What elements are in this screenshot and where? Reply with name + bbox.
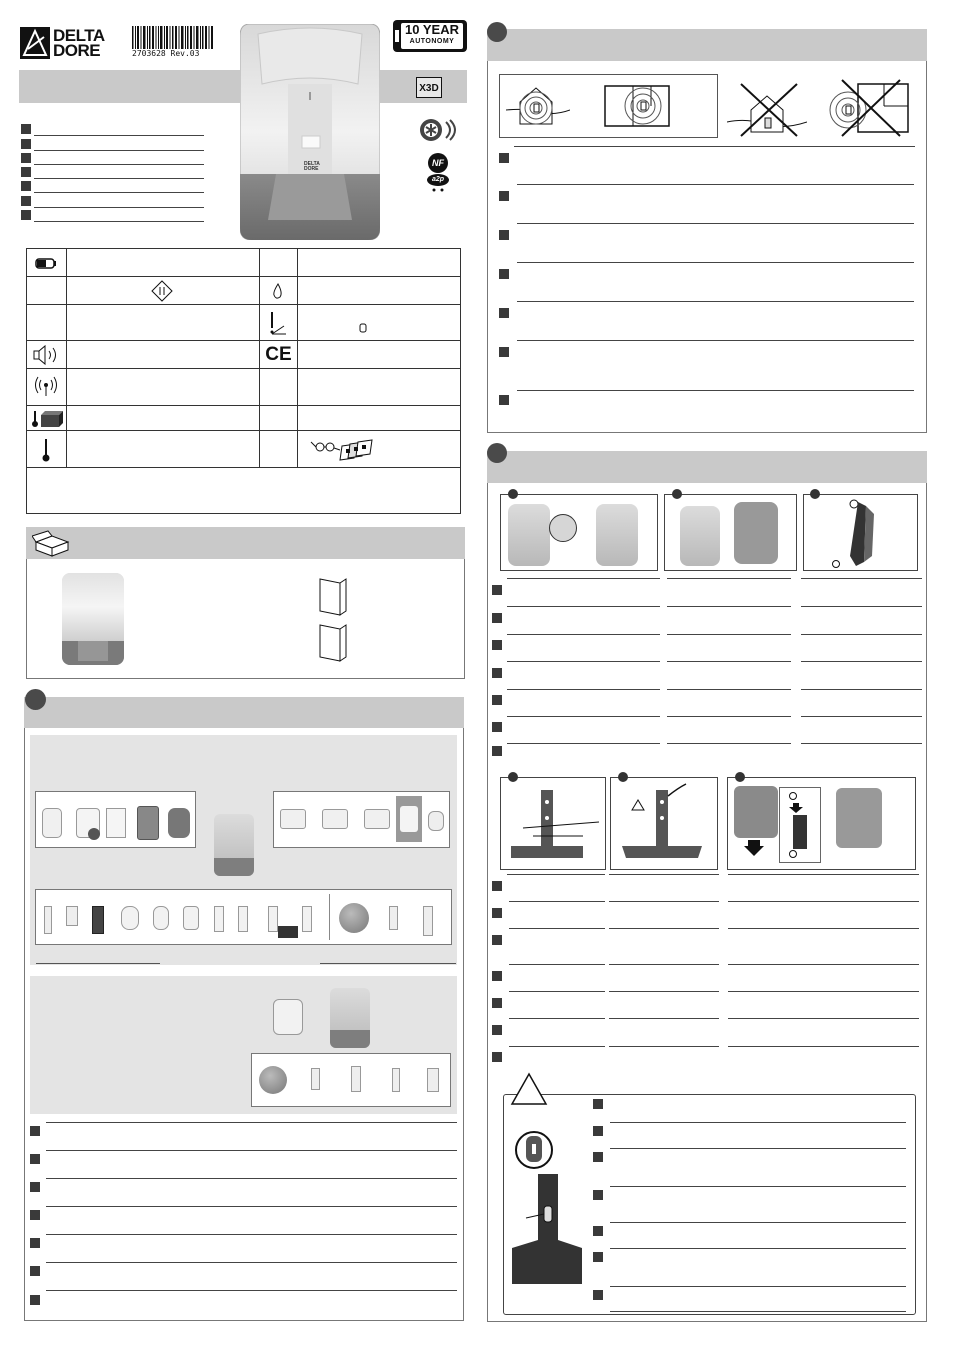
autonomy-years: 10 YEAR bbox=[405, 22, 459, 37]
manual-document-icon bbox=[318, 577, 348, 617]
spec-value-cell bbox=[67, 305, 260, 341]
plan-placement-ok-icon bbox=[603, 82, 673, 132]
diamond-icon bbox=[67, 278, 259, 304]
brand-line2: DORE bbox=[53, 41, 101, 60]
indoor-siren-icon bbox=[428, 811, 444, 831]
motion-detector-icon bbox=[183, 906, 199, 930]
battery-pack-icon bbox=[785, 791, 815, 859]
spec-value-cell bbox=[298, 431, 461, 468]
section-2-header bbox=[487, 29, 927, 61]
motion-detector-icon bbox=[153, 906, 169, 930]
certification-icon bbox=[418, 117, 460, 143]
spec-icon-cell bbox=[260, 369, 298, 406]
thin-detector-icon bbox=[389, 906, 398, 930]
zoom-circle bbox=[549, 514, 577, 542]
spec-icon-cell bbox=[260, 341, 298, 369]
radio-waves-icon bbox=[27, 370, 66, 405]
siren-inside-mounted-view bbox=[836, 788, 882, 848]
step-2-circle bbox=[487, 22, 507, 42]
step-3-circle bbox=[487, 443, 507, 463]
spec-value-cell bbox=[298, 369, 461, 406]
spec-icon-cell bbox=[27, 406, 67, 431]
manual-document-icon bbox=[318, 623, 348, 663]
spec-value-cell bbox=[298, 341, 461, 369]
wall-plate-screw-icon bbox=[614, 782, 714, 868]
spec-icon-cell bbox=[260, 277, 298, 305]
brand-line1: DELTA bbox=[53, 26, 105, 45]
box-contents-header bbox=[26, 527, 465, 559]
siren-center-icon bbox=[330, 988, 370, 1048]
thin-detector-icon bbox=[427, 1068, 439, 1092]
delta-dore-logo bbox=[20, 26, 105, 60]
spec-notes-cell bbox=[27, 468, 461, 514]
small-device-icon bbox=[298, 306, 458, 340]
round-detector-icon bbox=[259, 1066, 287, 1094]
spec-value-cell bbox=[67, 249, 260, 277]
spec-icon-cell bbox=[260, 249, 298, 277]
battery-icon bbox=[27, 250, 66, 276]
spec-icon-cell bbox=[260, 431, 298, 468]
x3d-text: X3D bbox=[419, 83, 439, 94]
opening-detector-icon bbox=[66, 906, 78, 926]
vibration-detector-icon bbox=[214, 906, 224, 932]
barcode bbox=[132, 26, 214, 60]
a2p-text: a2p bbox=[431, 176, 445, 183]
sub-step-marker bbox=[672, 489, 682, 499]
ten-year-autonomy-badge bbox=[393, 20, 467, 52]
barcode-number: 2703628 Rev.03 bbox=[132, 49, 200, 58]
spec-value-cell bbox=[67, 406, 260, 431]
x3d-badge bbox=[416, 77, 442, 98]
spec-value-cell bbox=[67, 277, 260, 305]
glasses-documents-icon bbox=[298, 432, 418, 467]
thin-detector-icon bbox=[392, 1068, 400, 1092]
speaker-icon bbox=[27, 342, 66, 368]
autonomy-label: AUTONOMY bbox=[409, 38, 455, 45]
spec-value-cell bbox=[298, 277, 461, 305]
spec-value-cell bbox=[67, 369, 260, 406]
remote-control-icon bbox=[273, 999, 303, 1035]
camera-detector-icon bbox=[92, 906, 104, 934]
tamper-icon bbox=[260, 306, 297, 340]
section-1-header bbox=[24, 697, 464, 728]
ce-mark-icon: CE bbox=[265, 343, 292, 365]
siren-device-image bbox=[240, 24, 380, 240]
house-placement-ok-icon bbox=[506, 80, 570, 132]
badge-reader-icon bbox=[168, 808, 190, 838]
central-unit-icon bbox=[280, 809, 306, 829]
siren-back-view bbox=[508, 504, 550, 566]
wall-plate-tamper-icon bbox=[508, 1122, 588, 1292]
sub-step-marker bbox=[735, 772, 745, 782]
sub-step-marker bbox=[508, 772, 518, 782]
step-1-circle bbox=[25, 689, 46, 710]
spec-icon-cell bbox=[27, 341, 67, 369]
house-placement-wrong-icon bbox=[727, 78, 807, 138]
motion-detector-icon bbox=[121, 906, 139, 930]
central-unit-icon bbox=[364, 809, 390, 829]
barcode-bars bbox=[132, 26, 214, 49]
technical-detector-icon bbox=[268, 906, 278, 932]
touch-keypad-icon bbox=[137, 806, 159, 840]
specification-table bbox=[26, 248, 461, 514]
spec-icon-cell bbox=[27, 249, 67, 277]
opening-detector-icon bbox=[44, 906, 52, 934]
spec-icon-cell bbox=[260, 305, 298, 341]
nf-a2p-badge bbox=[424, 153, 452, 193]
spec-icon-cell bbox=[27, 369, 67, 406]
spec-value-cell bbox=[298, 249, 461, 277]
spec-icon-cell bbox=[27, 305, 67, 341]
plan-placement-wrong-icon bbox=[824, 76, 914, 138]
sub-step-marker bbox=[810, 489, 820, 499]
siren-center-icon bbox=[214, 814, 254, 876]
base-plate-side-icon bbox=[828, 496, 888, 568]
spec-value-cell bbox=[67, 341, 260, 369]
drop-icon bbox=[260, 278, 297, 304]
remote-control-icon bbox=[42, 808, 62, 838]
thin-detector-icon bbox=[351, 1066, 361, 1092]
thin-detector-icon bbox=[423, 906, 433, 936]
siren-inside-view bbox=[734, 786, 778, 838]
thermometer-icon bbox=[27, 432, 66, 467]
water-probe-icon bbox=[278, 926, 298, 938]
siren-open-view bbox=[680, 506, 720, 566]
spec-value-cell bbox=[298, 305, 461, 341]
section-3-header bbox=[487, 451, 927, 483]
device-brand-label: DELTA DORE bbox=[304, 161, 320, 172]
sub-step-marker bbox=[618, 772, 628, 782]
sub-step-marker bbox=[508, 489, 518, 499]
spec-icon-cell bbox=[27, 431, 67, 468]
wall-plate-drill-icon bbox=[503, 782, 603, 868]
smoke-detector-icon bbox=[238, 906, 248, 932]
spec-value-cell bbox=[298, 406, 461, 431]
siren-base-view bbox=[734, 502, 778, 564]
warning-triangle-icon bbox=[510, 1072, 548, 1106]
siren-device-thumbnail bbox=[62, 573, 124, 665]
central-unit-icon bbox=[322, 809, 348, 829]
nf-text: NF bbox=[432, 158, 444, 168]
spec-value-cell bbox=[67, 431, 260, 468]
spec-icon-cell bbox=[27, 277, 67, 305]
keypad-icon bbox=[106, 808, 126, 838]
package-box-icon bbox=[32, 530, 72, 558]
round-detector-icon bbox=[339, 903, 369, 933]
arrow-down-icon bbox=[744, 840, 764, 856]
siren-side-view bbox=[596, 504, 638, 566]
logo-mark-icon bbox=[20, 27, 50, 59]
thermometer-box-icon bbox=[27, 407, 66, 430]
thin-detector-icon bbox=[311, 1068, 320, 1090]
spec-icon-cell bbox=[260, 406, 298, 431]
technical-detector-icon bbox=[302, 906, 312, 932]
